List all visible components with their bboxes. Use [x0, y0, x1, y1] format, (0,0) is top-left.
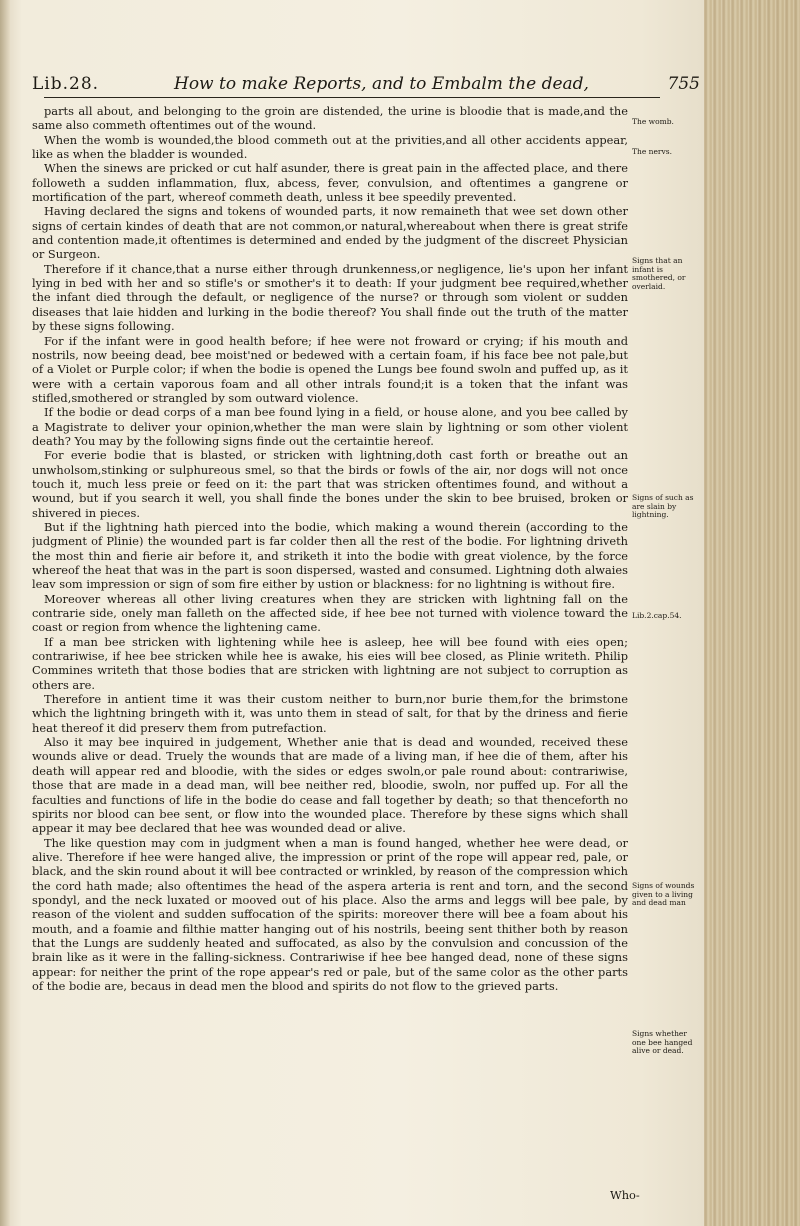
paragraph: For everie bodie that is blasted, or stricken with lightning,doth cast forth or breathe out an unwholsom,stinking or sulphureous smel, so that the birds or fowls of the air, nor dogs will not once touch it, much less preie or feed on it: the part that was stricken oftentimes found, and without a wound, but if you search it well, you shall finde the bones under the skin to bee bruised, broken or shivered in pieces.: [32, 448, 628, 520]
page-edge: [704, 0, 800, 1226]
paragraph: If the bodie or dead corps of a man bee found lying in a field, or house alone, and you bee called by a Magistrate to deliver your opinion,whether the man were slain by lightning or som other violent death? You may by the following signs finde out the certaintie hereof.: [32, 405, 628, 448]
header-rule: [44, 97, 660, 98]
margin-note: Signs of such as are slain by lightning.: [632, 493, 694, 519]
paragraph: parts all about, and belonging to the groin are distended, the urine is bloodie that is made,and the same also commeth oftentimes out of the wound.: [32, 104, 628, 133]
book-label: Lib.28.: [32, 74, 100, 94]
margin-note: Signs that an infant is smothered, or overlaid.: [632, 256, 686, 291]
margin-note: Signs of wounds given to a living and dead man: [632, 881, 695, 907]
margin-note: The womb.: [632, 117, 674, 126]
page-number: 755: [667, 74, 700, 94]
catchword: Who-: [610, 1188, 640, 1202]
paragraph: Moreover whereas all other living creatures when they are stricken with lightning fall on the contrarie side, onely man falleth on the affected side, if hee bee not turned with violence toward the coast or region from whence the lightening came.: [32, 591, 628, 635]
paragraph: Therefore if it chance,that a nurse either through drunkenness,or negligence, lie's upon her infant lying in bed with her and so stifle's or smother's it to death: If your judgment bee required,whether the infant died through the default, or negligence of the nurse? or through som violent or sudden diseases that laie hidden and lurking in the bodie thereof? You shall finde out the truth of the matter by these signs following.: [32, 261, 628, 334]
paragraph: Having declared the signs and tokens of wounded parts, it now remaineth that wee set down other signs of certain kindes of death that are not common,or natural,whereabout when there is great strife and contention made,it oftentimes is determined and ended by the judgment of the discreet Physician or Surgeon.: [32, 204, 628, 262]
running-title: How to make Reports, and to Embalm the dead,: [174, 74, 589, 94]
margin-note: The nervs.: [632, 147, 672, 156]
margin-notes: [632, 104, 700, 1204]
paragraph: The like question may com in judgment when a man is found hanged, whether hee were dead, or alive. Therefore if hee were hanged alive, the impression or print of the rope will appear red, pale, or black, and the skin round about it will bee contracted or wrinkled, by reason of the compression which the cord hath made; also oftentimes the head of the aspera arteria is rent and torn, and the second spondyl, and the neck luxated or mooved out of his place. Also the arms and leggs will bee pale, by reason of the violent and sudden suffocation of the spirits: moreover there will bee a foam about his mouth, and a foamie and filthie matter hanging out of his nostrils, beeing sent thither both by reason that the Lungs are suddenly heated and suffocated, as also by the convulsion and concussion of the brain like as it were in the falling-sickness. Contrariwise if hee bee hanged dead, none of these signs appear: for neither the print of the rope appear's red or pale, but of the same color as the other parts of the bodie are, becaus in dead men the blood and spirits do not flow to the grieved parts.: [32, 835, 628, 993]
paragraph: But if the lightning hath pierced into the bodie, which making a wound therein (according to the judgment of Plinie) the wounded part is far colder then all the rest of the bodie. For lightning driveth the most thin and fierie air before it, and striketh it into the bodie with great violence, by the force whereof the heat that was in the part is soon dispersed, wasted and consumed. Lightning doth alwaies leav som impression or sign of som fire either by ustion or blackness: for no lightning is without fire.: [32, 519, 628, 592]
margin-note: Signs whether one bee hanged alive or dead.: [632, 1029, 693, 1055]
page-gutter: [0, 0, 10, 1226]
paragraph: Also it may bee inquired in judgement, Whether anie that is dead and wounded, received these wounds alive or dead. Truely the wounds that are made of a living man, if hee die of them, after his death will appear red and bloodie, with the sides or edges swoln,or pale round about: contrariwise, those that are made in a dead man, will bee neither red, bloodie, swoln, nor puffed up. For all the faculties and functions of life in the bodie do cease and fall together by death; so that thenceforth no spirits nor blood can bee sent, or flow into the wounded place. Therefore by these signs which shall appear it may bee declared that hee was wounded dead or alive.: [32, 735, 628, 836]
running-header: [32, 74, 700, 98]
paragraph: When the sinews are pricked or cut half asunder, there is great pain in the affected place, and there followeth a sudden inflammation, flux, abcess, fever, convulsion, and oftentimes a gangrene or mortification of the part, whereof commeth death, unless it bee speedily prevented.: [32, 161, 628, 205]
paragraph: When the womb is wounded,the blood commeth out at the privities,and all other accidents appear, like as when the bladder is wounded.: [32, 132, 628, 162]
margin-note: Lib.2.cap.54.: [632, 611, 682, 620]
paragraph: For if the infant were in good health before; if hee were not froward or crying; if his mouth and nostrils, now beeing dead, bee moist'ned or bedewed with a certain foam, if his face bee not pale,but of a Violet or Purple color; if when the bodie is opened the Lungs bee found swoln and puffed up, as it were with a certain vaporous foam and all other intrals found;it is a token that the infant was stifled,smothered or strangled by som outward violence.: [32, 333, 628, 405]
paragraph: Therefore in antient time it was their custom neither to burn,nor burie them,for the brimstone which the lightning bringeth with it, was unto them in stead of salt, for that by the driness and fierie heat thereof it did preserv them from putrefaction.: [32, 692, 628, 735]
main-text: [32, 104, 628, 1204]
paragraph: If a man bee stricken with lightening while hee is asleep, hee will bee found with eies open; contrariwise, if hee bee stricken while hee is awake, his eies will bee closed, as Plinie writeth. Philip Commines writeth that those bodies that are stricken with lightning are not subject to corruption as others are.: [32, 634, 628, 692]
